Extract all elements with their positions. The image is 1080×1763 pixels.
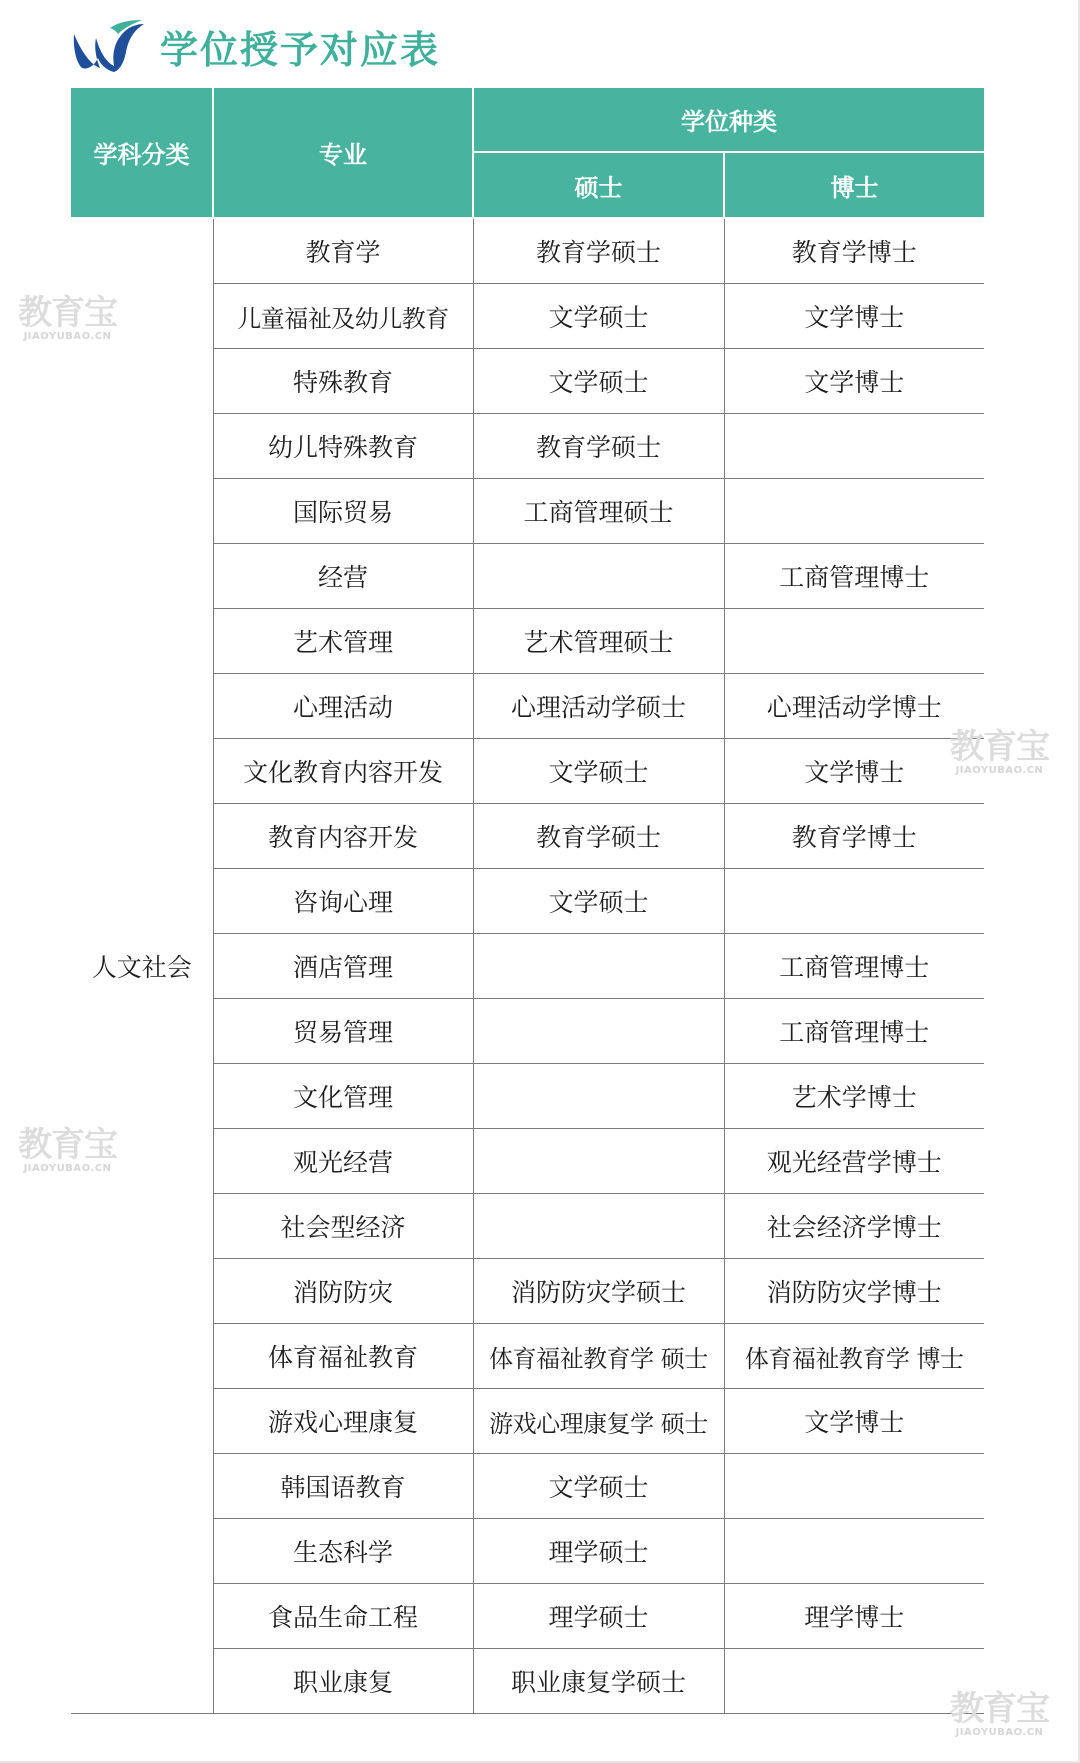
doctor-cell: 文学博士 <box>724 1389 984 1454</box>
major-cell: 韩国语教育 <box>213 1454 473 1519</box>
master-cell: 教育学硕士 <box>473 414 724 479</box>
master-cell: 游戏心理康复学 硕士 <box>473 1389 724 1454</box>
doctor-cell: 文学博士 <box>724 739 984 804</box>
header-doctor: 博士 <box>724 152 984 218</box>
doctor-cell: 社会经济学博士 <box>724 1194 984 1259</box>
master-cell <box>473 1129 724 1194</box>
doctor-cell: 工商管理博士 <box>724 544 984 609</box>
master-cell: 艺术管理硕士 <box>473 609 724 674</box>
major-cell: 教育内容开发 <box>213 804 473 869</box>
doctor-cell: 工商管理博士 <box>724 934 984 999</box>
doctor-cell: 观光经营学博士 <box>724 1129 984 1194</box>
watermark-text: 教育宝 <box>950 1689 1049 1729</box>
header-master: 硕士 <box>473 152 724 218</box>
doctor-cell: 文学博士 <box>724 284 984 349</box>
major-cell: 经营 <box>213 544 473 609</box>
doctor-cell <box>724 609 984 674</box>
major-cell: 酒店管理 <box>213 934 473 999</box>
header-major: 专业 <box>213 88 473 218</box>
major-cell: 社会型经济 <box>213 1194 473 1259</box>
doctor-cell: 体育福祉教育学 博士 <box>724 1324 984 1389</box>
watermark-url: JIAOYUBAO.CN <box>23 331 112 342</box>
watermark-text: 教育宝 <box>950 727 1049 767</box>
doctor-cell <box>724 1649 984 1714</box>
major-cell: 生态科学 <box>213 1519 473 1584</box>
page-title: 学位授予对应表 <box>160 27 441 72</box>
master-cell: 文学硕士 <box>473 869 724 934</box>
doctor-cell: 教育学博士 <box>724 804 984 869</box>
master-cell: 职业康复学硕士 <box>473 1649 724 1714</box>
watermark <box>950 727 1049 776</box>
doctor-cell <box>724 1454 984 1519</box>
master-cell <box>473 1194 724 1259</box>
major-cell: 贸易管理 <box>213 999 473 1064</box>
major-cell: 体育福祉教育 <box>213 1324 473 1389</box>
watermark <box>18 1125 117 1174</box>
master-cell: 体育福祉教育学 硕士 <box>473 1324 724 1389</box>
master-cell <box>473 544 724 609</box>
master-cell: 文学硕士 <box>473 349 724 414</box>
major-cell: 咨询心理 <box>213 869 473 934</box>
degree-table <box>71 88 984 1714</box>
watermark-url: JIAOYUBAO.CN <box>23 1163 112 1174</box>
watermark-url: JIAOYUBAO.CN <box>955 1727 1044 1738</box>
doctor-cell <box>724 869 984 934</box>
page-header <box>70 10 440 82</box>
master-cell: 消防防灾学硕士 <box>473 1259 724 1324</box>
major-cell: 国际贸易 <box>213 479 473 544</box>
category-cell: 人文社会 <box>71 218 213 1714</box>
major-cell: 艺术管理 <box>213 609 473 674</box>
watermark-text: 教育宝 <box>18 1125 117 1165</box>
doctor-cell: 教育学博士 <box>724 218 984 284</box>
doctor-cell <box>724 414 984 479</box>
major-cell: 文化管理 <box>213 1064 473 1129</box>
doctor-cell: 心理活动学博士 <box>724 674 984 739</box>
major-cell: 教育学 <box>213 218 473 284</box>
doctor-cell <box>724 479 984 544</box>
master-cell <box>473 934 724 999</box>
watermark <box>18 293 117 342</box>
master-cell: 理学硕士 <box>473 1584 724 1649</box>
master-cell: 文学硕士 <box>473 284 724 349</box>
master-cell: 心理活动学硕士 <box>473 674 724 739</box>
master-cell: 文学硕士 <box>473 739 724 804</box>
header-category: 学科分类 <box>71 88 213 218</box>
master-cell: 理学硕士 <box>473 1519 724 1584</box>
major-cell: 食品生命工程 <box>213 1584 473 1649</box>
doctor-cell: 艺术学博士 <box>724 1064 984 1129</box>
master-cell <box>473 999 724 1064</box>
major-cell: 幼儿特殊教育 <box>213 414 473 479</box>
major-cell: 儿童福祉及幼儿教育 <box>213 284 473 349</box>
university-logo-icon <box>70 18 146 74</box>
table-body <box>71 218 984 1714</box>
major-cell: 消防防灾 <box>213 1259 473 1324</box>
master-cell: 教育学硕士 <box>473 804 724 869</box>
master-cell: 文学硕士 <box>473 1454 724 1519</box>
table-row <box>71 218 984 284</box>
doctor-cell <box>724 1519 984 1584</box>
major-cell: 游戏心理康复 <box>213 1389 473 1454</box>
doctor-cell: 工商管理博士 <box>724 999 984 1064</box>
watermark-text: 教育宝 <box>18 293 117 333</box>
major-cell: 特殊教育 <box>213 349 473 414</box>
master-cell: 教育学硕士 <box>473 218 724 284</box>
master-cell: 工商管理硕士 <box>473 479 724 544</box>
major-cell: 文化教育内容开发 <box>213 739 473 804</box>
doctor-cell: 消防防灾学博士 <box>724 1259 984 1324</box>
master-cell <box>473 1064 724 1129</box>
header-degree-type: 学位种类 <box>473 88 984 152</box>
watermark-url: JIAOYUBAO.CN <box>955 765 1044 776</box>
major-cell: 职业康复 <box>213 1649 473 1714</box>
doctor-cell: 文学博士 <box>724 349 984 414</box>
doctor-cell: 理学博士 <box>724 1584 984 1649</box>
watermark <box>950 1689 1049 1738</box>
major-cell: 心理活动 <box>213 674 473 739</box>
major-cell: 观光经营 <box>213 1129 473 1194</box>
